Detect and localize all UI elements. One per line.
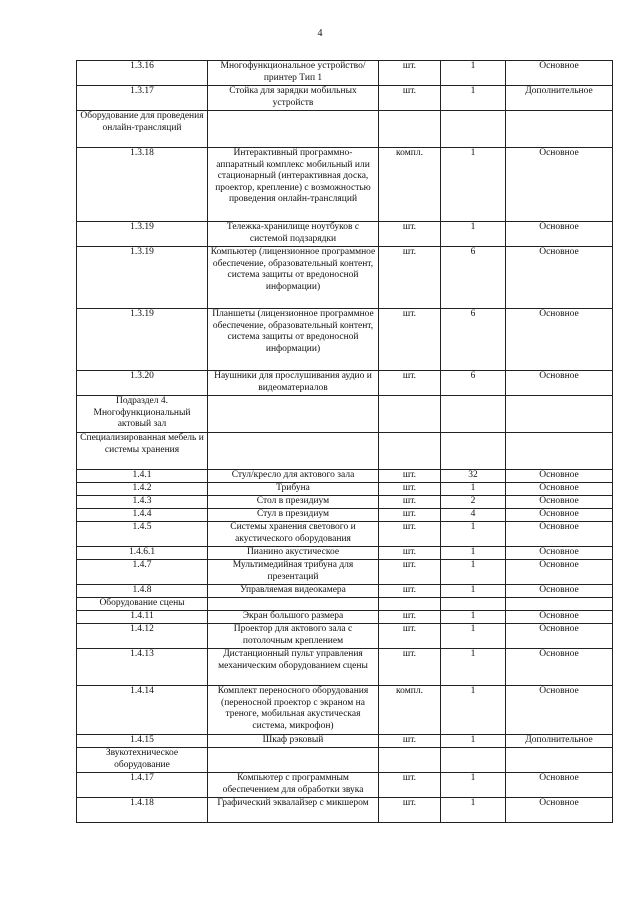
item-quantity: 1 xyxy=(441,735,506,748)
table-row xyxy=(77,371,613,396)
empty-cell xyxy=(379,433,441,470)
table-row xyxy=(77,547,613,560)
item-unit: шт. xyxy=(379,483,441,496)
item-number: 1.4.18 xyxy=(77,798,208,823)
item-type: Основное xyxy=(506,649,613,686)
item-number: 1.4.17 xyxy=(77,773,208,798)
empty-cell xyxy=(379,598,441,611)
item-unit: компл. xyxy=(379,686,441,735)
item-type: Основное xyxy=(506,309,613,371)
empty-cell xyxy=(208,748,379,773)
item-number: 1.3.19 xyxy=(77,309,208,371)
table-row xyxy=(77,470,613,483)
item-type: Основное xyxy=(506,624,613,649)
item-number: 1.3.18 xyxy=(77,148,208,222)
item-unit: шт. xyxy=(379,773,441,798)
item-name: Стойка для зарядки мобильных устройств xyxy=(208,86,379,111)
item-quantity: 1 xyxy=(441,547,506,560)
item-number: 1.4.3 xyxy=(77,496,208,509)
item-name: Дистанционный пульт управления механическим оборудованием сцены xyxy=(208,649,379,686)
item-type: Основное xyxy=(506,522,613,547)
item-name: Трибуна xyxy=(208,483,379,496)
item-name: Мультимедийная трибуна для презентаций xyxy=(208,560,379,585)
empty-cell xyxy=(208,433,379,470)
empty-cell xyxy=(379,748,441,773)
empty-cell xyxy=(379,111,441,148)
item-name: Стул/кресло для актового зала xyxy=(208,470,379,483)
item-unit: шт. xyxy=(379,309,441,371)
item-quantity: 1 xyxy=(441,611,506,624)
table-row xyxy=(77,585,613,598)
empty-cell xyxy=(208,111,379,148)
section-title: Оборудование сцены xyxy=(77,598,208,611)
item-type: Основное xyxy=(506,798,613,823)
item-name: Наушники для прослушивания аудио и видеоматериалов xyxy=(208,371,379,396)
item-unit: шт. xyxy=(379,470,441,483)
item-name: Компьютер с программным обеспечением для обработки звука xyxy=(208,773,379,798)
item-number: 1.4.2 xyxy=(77,483,208,496)
empty-cell xyxy=(506,111,613,148)
item-quantity: 1 xyxy=(441,522,506,547)
item-unit: шт. xyxy=(379,798,441,823)
item-name: Экран большого размера xyxy=(208,611,379,624)
section-row xyxy=(77,598,613,611)
item-name: Управляемая видеокамера xyxy=(208,585,379,598)
item-type: Основное xyxy=(506,509,613,522)
item-quantity: 1 xyxy=(441,773,506,798)
item-type: Основное xyxy=(506,371,613,396)
item-unit: шт. xyxy=(379,247,441,309)
empty-cell xyxy=(441,598,506,611)
section-title: Звукотехническое оборудование xyxy=(77,748,208,773)
empty-cell xyxy=(441,748,506,773)
item-quantity: 6 xyxy=(441,371,506,396)
item-name: Стол в президиум xyxy=(208,496,379,509)
table-row xyxy=(77,483,613,496)
section-title: Специализированная мебель и системы хранения xyxy=(77,433,208,470)
item-type: Основное xyxy=(506,61,613,86)
item-type: Основное xyxy=(506,483,613,496)
table-row xyxy=(77,509,613,522)
item-quantity: 6 xyxy=(441,247,506,309)
table-row xyxy=(77,773,613,798)
item-number: 1.4.8 xyxy=(77,585,208,598)
item-number: 1.3.17 xyxy=(77,86,208,111)
item-type: Основное xyxy=(506,611,613,624)
section-row xyxy=(77,748,613,773)
table-row xyxy=(77,222,613,247)
table-row xyxy=(77,735,613,748)
item-type: Основное xyxy=(506,686,613,735)
item-number: 1.4.5 xyxy=(77,522,208,547)
item-type: Основное xyxy=(506,496,613,509)
item-unit: шт. xyxy=(379,611,441,624)
item-unit: шт. xyxy=(379,624,441,649)
item-number: 1.4.12 xyxy=(77,624,208,649)
item-type: Основное xyxy=(506,148,613,222)
item-number: 1.3.19 xyxy=(77,247,208,309)
item-quantity: 1 xyxy=(441,483,506,496)
empty-cell xyxy=(379,396,441,433)
item-quantity: 6 xyxy=(441,309,506,371)
table-row xyxy=(77,247,613,309)
empty-cell xyxy=(441,111,506,148)
item-quantity: 1 xyxy=(441,798,506,823)
table-row xyxy=(77,522,613,547)
table-row xyxy=(77,624,613,649)
item-number: 1.4.6.1 xyxy=(77,547,208,560)
item-quantity: 1 xyxy=(441,649,506,686)
item-quantity: 1 xyxy=(441,585,506,598)
item-quantity: 32 xyxy=(441,470,506,483)
item-unit: шт. xyxy=(379,371,441,396)
equipment-table xyxy=(76,60,613,823)
item-unit: шт. xyxy=(379,222,441,247)
item-name: Компьютер (лицензионное программное обеспечение, образовательный контент, система защиты от вредоносной информации) xyxy=(208,247,379,309)
empty-cell xyxy=(506,396,613,433)
item-unit: шт. xyxy=(379,509,441,522)
table-row xyxy=(77,496,613,509)
empty-cell xyxy=(441,433,506,470)
item-name: Проектор для актового зала с потолочным креплением xyxy=(208,624,379,649)
item-unit: шт. xyxy=(379,496,441,509)
item-quantity: 1 xyxy=(441,86,506,111)
item-type: Основное xyxy=(506,470,613,483)
item-type: Основное xyxy=(506,773,613,798)
item-type: Основное xyxy=(506,222,613,247)
item-type: Основное xyxy=(506,247,613,309)
item-quantity: 1 xyxy=(441,686,506,735)
empty-cell xyxy=(208,598,379,611)
section-row xyxy=(77,111,613,148)
table-row xyxy=(77,560,613,585)
item-number: 1.4.7 xyxy=(77,560,208,585)
empty-cell xyxy=(506,598,613,611)
item-name: Планшеты (лицензионное программное обеспечение, образовательный контент, система защиты от вредоносной информации) xyxy=(208,309,379,371)
item-name: Шкаф рэковый xyxy=(208,735,379,748)
item-number: 1.3.19 xyxy=(77,222,208,247)
item-name: Многофункциональное устройство/принтер Тип 1 xyxy=(208,61,379,86)
item-unit: шт. xyxy=(379,61,441,86)
section-title: Подраздел 4. Многофункциональный актовый зал xyxy=(77,396,208,433)
item-type: Основное xyxy=(506,585,613,598)
item-name: Графический эквалайзер с микшером xyxy=(208,798,379,823)
item-unit: шт. xyxy=(379,585,441,598)
item-unit: шт. xyxy=(379,547,441,560)
table-row xyxy=(77,148,613,222)
item-unit: компл. xyxy=(379,148,441,222)
item-name: Системы хранения светового и акустического оборудования xyxy=(208,522,379,547)
item-unit: шт. xyxy=(379,86,441,111)
table-row xyxy=(77,309,613,371)
table-row xyxy=(77,611,613,624)
item-quantity: 1 xyxy=(441,560,506,585)
item-quantity: 1 xyxy=(441,148,506,222)
item-quantity: 4 xyxy=(441,509,506,522)
item-number: 1.4.15 xyxy=(77,735,208,748)
empty-cell xyxy=(506,748,613,773)
item-number: 1.4.14 xyxy=(77,686,208,735)
section-row xyxy=(77,433,613,470)
table-row xyxy=(77,686,613,735)
item-number: 1.4.1 xyxy=(77,470,208,483)
item-quantity: 1 xyxy=(441,222,506,247)
item-name: Интерактивный программно-аппаратный комплекс мобильный или стационарный (интерактивная доска, проектор, крепление) с возможностью проведения онлайн-трансляций xyxy=(208,148,379,222)
section-row xyxy=(77,396,613,433)
item-type: Дополнительное xyxy=(506,735,613,748)
item-name: Комплект переносного оборудования (переносной проектор с экраном на треноге, мобильная акустическая система, микрофон) xyxy=(208,686,379,735)
item-name: Стул в президиум xyxy=(208,509,379,522)
item-unit: шт. xyxy=(379,560,441,585)
page-number: 4 xyxy=(317,28,323,39)
table-row xyxy=(77,798,613,823)
empty-cell xyxy=(208,396,379,433)
section-title: Оборудование для проведения онлайн-трансляций xyxy=(77,111,208,148)
item-number: 1.4.4 xyxy=(77,509,208,522)
item-quantity: 2 xyxy=(441,496,506,509)
item-name: Пианино акустическое xyxy=(208,547,379,560)
table-row xyxy=(77,61,613,86)
item-number: 1.3.16 xyxy=(77,61,208,86)
item-type: Основное xyxy=(506,560,613,585)
table-row xyxy=(77,649,613,686)
table-row xyxy=(77,86,613,111)
item-type: Дополнительное xyxy=(506,86,613,111)
item-number: 1.4.11 xyxy=(77,611,208,624)
item-unit: шт. xyxy=(379,522,441,547)
item-type: Основное xyxy=(506,547,613,560)
item-number: 1.4.13 xyxy=(77,649,208,686)
empty-cell xyxy=(441,396,506,433)
empty-cell xyxy=(506,433,613,470)
item-unit: шт. xyxy=(379,735,441,748)
item-number: 1.3.20 xyxy=(77,371,208,396)
item-quantity: 1 xyxy=(441,61,506,86)
item-name: Тележка-хранилище ноутбуков с системой подзарядки xyxy=(208,222,379,247)
item-quantity: 1 xyxy=(441,624,506,649)
item-unit: шт. xyxy=(379,649,441,686)
